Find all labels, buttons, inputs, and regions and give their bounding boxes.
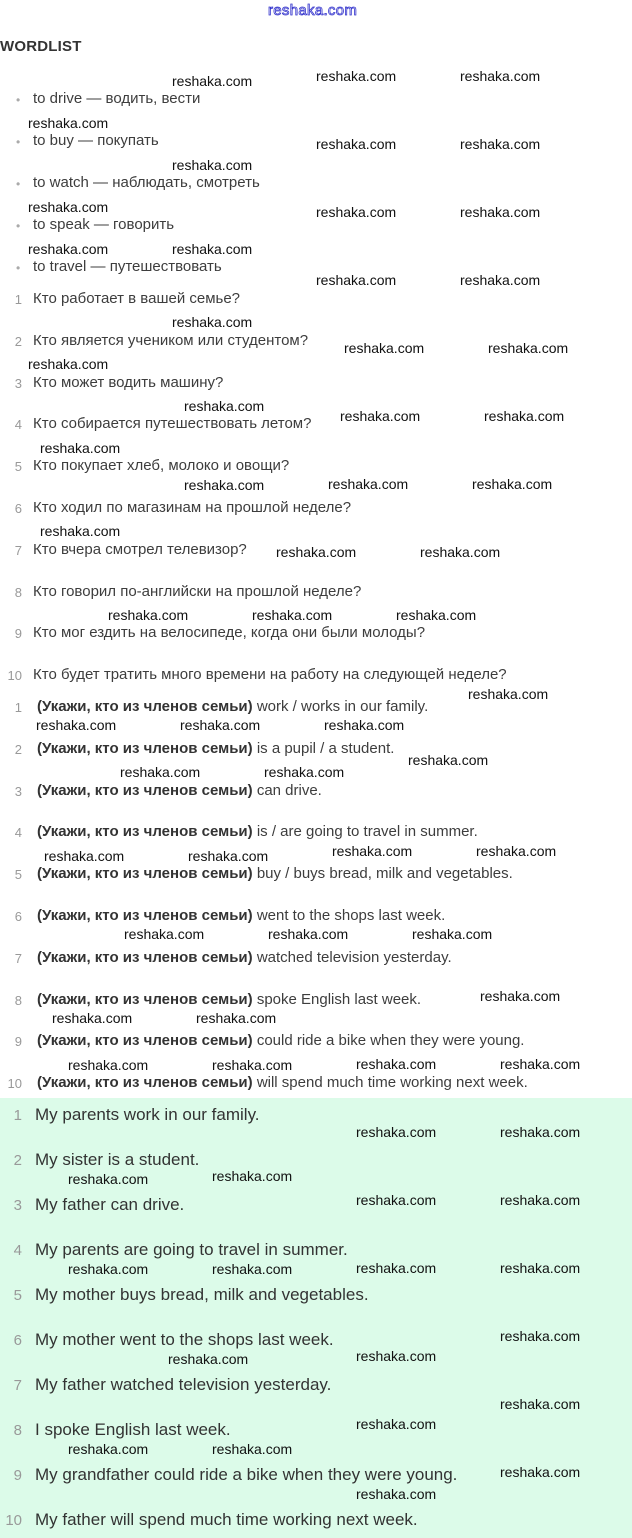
prompt-prefix: (Укажи, кто из членов семьи) [37,1074,253,1092]
watermark-text: reshaka.com [356,1124,437,1140]
question-text: Кто работает в вашей семье? [33,290,241,307]
watermark-text: reshaka.com [268,926,349,942]
prompt-text: will spend much time working next week. [256,1074,528,1092]
prompt-text: spoke English last week. [256,990,422,1008]
item-number: 2 [14,333,22,349]
prompt-prefix: (Укажи, кто из членов семьи) [37,698,253,715]
item-number: 9 [14,1034,22,1050]
watermark-text: reshaka.com [184,398,265,414]
item-number: 5 [13,1287,22,1304]
question-text: Кто вчера смотрел телевизор? [33,540,247,558]
prompt-line [37,865,513,883]
prompt-text: could ride a bike when they were young. [256,1032,525,1050]
watermark-text: reshaka.com [420,544,501,560]
prompt-line [37,1032,524,1050]
prompt-prefix: (Укажи, кто из членов семьи) [37,948,253,966]
bullet-icon: • [16,261,21,275]
prompt-prefix: (Укажи, кто из членов семьи) [37,823,253,841]
prompt-line [37,991,421,1009]
item-number: 6 [13,1332,22,1349]
watermark-text: reshaka.com [68,1261,149,1277]
watermark-text: reshaka.com [28,356,109,372]
item-number: 4 [14,825,22,841]
watermark-text: reshaka.com [396,607,477,623]
question-text: Кто покупает хлеб, молоко и овощи? [33,457,290,475]
answer-text: My mother went to the shops last week. [35,1330,334,1349]
item-number: 6 [14,501,22,516]
item-number: 3 [14,375,22,391]
prompt-prefix: (Укажи, кто из членов семьи) [37,781,253,799]
wordlist-text: to watch — наблюдать, смотреть [33,174,260,191]
watermark-text: reshaka.com [332,843,413,859]
answer-text: My father will spend much time working next week. [35,1510,418,1529]
watermark-text: reshaka.com [460,272,541,288]
item-number: 1 [14,700,22,715]
watermark-text: reshaka.com [172,241,253,257]
watermark-text: reshaka.com [172,73,253,89]
watermark-text: reshaka.com [252,607,333,623]
answer-text: My sister is a student. [35,1150,200,1169]
prompt-line [37,949,452,967]
watermark-text: reshaka.com [500,1192,581,1208]
prompt-line [37,698,428,716]
prompt-text: went to the shops last week. [256,907,446,924]
prompt-text: can drive. [256,781,322,799]
prompt-line [37,740,394,758]
prompt-line [37,907,445,925]
watermark-text: reshaka.com [120,764,201,780]
watermark-text: reshaka.com [408,752,489,768]
watermark-text: reshaka.com [212,1057,293,1073]
watermark-text: reshaka.com [500,1396,581,1412]
prompt-text: watched television yesterday. [256,948,452,966]
watermark-text: reshaka.com [36,717,117,733]
prompt-line [37,823,478,841]
prompt-prefix: (Укажи, кто из членов семьи) [37,907,253,924]
prompt-prefix: (Укажи, кто из членов семьи) [37,739,253,757]
answer-text: My grandfather could ride a bike when they were young. [35,1465,458,1484]
bullet-icon: • [16,135,21,149]
prompt-prefix: (Укажи, кто из членов семьи) [37,865,253,883]
watermark-text: reshaka.com [28,199,109,215]
wordlist-text: to drive — водить, вести [33,90,201,107]
page-title: WORDLIST [0,38,82,55]
watermark-text: reshaka.com [356,1056,437,1072]
watermark-logo: reshaka.com [268,2,358,19]
item-number: 9 [14,626,22,642]
watermark-text: reshaka.com [68,1441,149,1457]
item-number: 8 [13,1422,22,1439]
prompt-text: work / works in our family. [256,698,429,715]
watermark-text: reshaka.com [40,440,121,456]
watermark-text: reshaka.com [412,926,493,942]
item-number: 7 [14,950,22,966]
wordlist-text: to speak — говорить [33,216,175,233]
question-text: Кто может водить машину? [33,373,224,391]
watermark-text: reshaka.com [356,1348,437,1364]
question-text: Кто собирается путешествовать летом? [33,415,312,433]
watermark-text: reshaka.com [468,686,549,702]
item-number: 1 [13,1107,22,1124]
watermark-text: reshaka.com [196,1010,277,1026]
watermark-text: reshaka.com [316,272,397,288]
watermark-text: reshaka.com [480,988,561,1004]
item-number: 9 [13,1467,22,1484]
wordlist-text: to travel — путешествовать [33,258,222,275]
question-text: Кто говорил по-английски на прошлой неделе? [33,582,362,600]
watermark-text: reshaka.com [324,717,405,733]
watermark-text: reshaka.com [488,340,569,356]
answer-text: My parents are going to travel in summer. [35,1240,348,1259]
watermark-text: reshaka.com [500,1056,581,1072]
watermark-text: reshaka.com [460,204,541,220]
watermark-text: reshaka.com [276,544,357,560]
watermark-text: reshaka.com [184,477,265,493]
item-number: 2 [14,741,22,757]
wordlist-text: to buy — покупать [33,132,159,149]
watermark-text: reshaka.com [340,408,421,424]
answer-text: My parents work in our family. [35,1105,260,1124]
watermark-text: reshaka.com [212,1261,293,1277]
watermark-text: reshaka.com [356,1486,437,1502]
watermark-text: reshaka.com [172,314,253,330]
item-number: 10 [7,668,22,684]
watermark-text: reshaka.com [44,848,125,864]
question-text: Кто будет тратить много времени на работу на следующей неделе? [33,666,507,684]
watermark-text: reshaka.com [476,843,557,859]
watermark-text: reshaka.com [28,115,109,131]
watermark-text: reshaka.com [356,1416,437,1432]
bullet-icon: • [16,93,21,107]
answer-text: My father watched television yesterday. [35,1375,332,1394]
bullet-icon: • [16,219,21,233]
watermark-text: reshaka.com [328,476,409,492]
item-number: 7 [13,1377,22,1394]
watermark-text: reshaka.com [356,1192,437,1208]
watermark-text: reshaka.com [28,241,109,257]
answer-text: My father can drive. [35,1195,185,1214]
item-number: 5 [14,459,22,475]
item-number: 3 [13,1197,22,1214]
prompt-text: buy / buys bread, milk and vegetables. [256,865,513,883]
prompt-prefix: (Укажи, кто из членов семьи) [37,990,253,1008]
watermark-text: reshaka.com [108,607,189,623]
answer-text: My mother buys bread, milk and vegetables. [35,1285,369,1304]
watermark-text: reshaka.com [460,68,541,84]
watermark-text: reshaka.com [460,136,541,152]
watermark-text: reshaka.com [316,136,397,152]
item-number: 1 [14,292,22,307]
item-number: 4 [14,417,22,433]
item-number: 4 [13,1242,22,1259]
prompt-line [37,1074,528,1092]
watermark-text: reshaka.com [40,523,121,539]
question-text: Кто мог ездить на велосипеде, когда они были молоды? [33,624,426,642]
watermark-text: reshaka.com [344,340,425,356]
watermark-text: reshaka.com [68,1057,149,1073]
watermark-text: reshaka.com [316,68,397,84]
prompt-prefix: (Укажи, кто из членов семьи) [37,1032,253,1050]
item-number: 8 [14,992,22,1008]
item-number: 3 [14,783,22,799]
prompt-text: is / are going to travel in summer. [256,823,478,841]
item-number: 10 [7,1076,22,1092]
item-number: 10 [5,1512,22,1529]
prompt-line [37,782,322,800]
watermark-text: reshaka.com [500,1328,581,1344]
answer-text: I spoke English last week. [35,1420,231,1439]
watermark-text: reshaka.com [212,1441,293,1457]
watermark-text: reshaka.com [212,1168,293,1184]
watermark-text: reshaka.com [180,717,261,733]
watermark-text: reshaka.com [264,764,345,780]
question-text: Кто является учеником или студентом? [33,331,309,349]
watermark-text: reshaka.com [188,848,269,864]
watermark-text: reshaka.com [172,157,253,173]
watermark-text: reshaka.com [168,1351,249,1367]
item-number: 7 [14,542,22,558]
item-number: 5 [14,867,22,883]
prompt-text: is a pupil / a student. [256,739,395,757]
watermark-text: reshaka.com [124,926,205,942]
watermark-text: reshaka.com [484,408,565,424]
item-number: 2 [13,1152,22,1169]
question-text: Кто ходил по магазинам на прошлой неделе? [33,499,352,516]
watermark-text: reshaka.com [500,1464,581,1480]
bullet-icon: • [16,177,21,191]
item-number: 6 [14,909,22,924]
watermark-text: reshaka.com [500,1260,581,1276]
watermark-text: reshaka.com [316,204,397,220]
watermark-text: reshaka.com [52,1010,133,1026]
watermark-text: reshaka.com [356,1260,437,1276]
watermark-text: reshaka.com [500,1124,581,1140]
watermark-text: reshaka.com [68,1171,149,1187]
item-number: 8 [14,584,22,600]
watermark-text: reshaka.com [472,476,553,492]
